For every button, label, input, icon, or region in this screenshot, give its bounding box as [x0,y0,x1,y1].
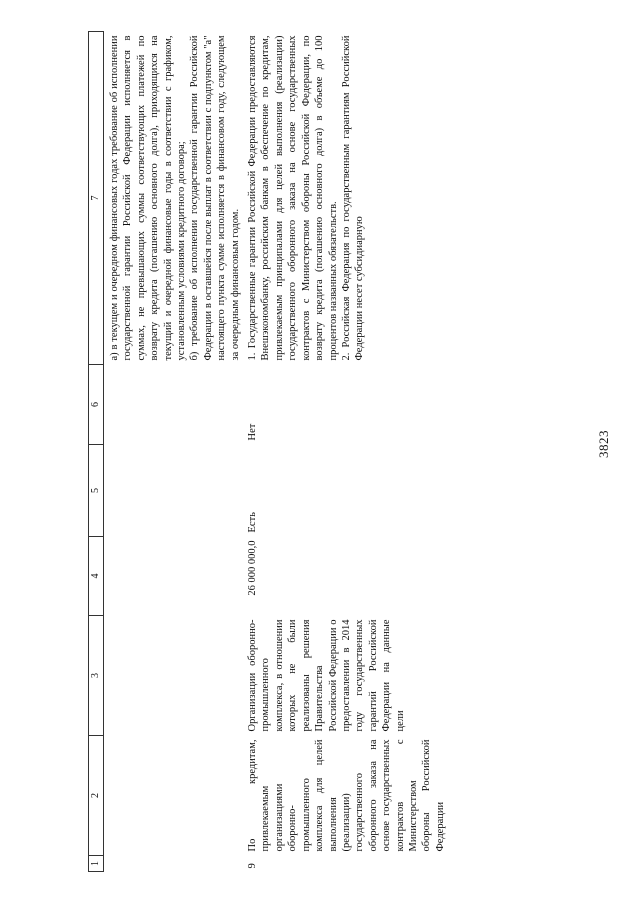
column-header-row [89,32,104,872]
principal-cell: Организации оборонно-промышленного комплекса, в отношении которых не были реализованы решения Правительства Российской Федерации о предоставлении в 2014 году государственных гарантий Российской Федерации на данные цели [247,619,406,732]
column-header-5: 5 [89,445,104,537]
page-number: 3823 [596,430,611,458]
guarantee-table [88,31,447,872]
guarantee-purpose-cell: По кредитам, привлекаемым организациями оборонно-промышленного комплекса для целей выполнения (реализации) государственного оборонного заказа на основе государственных контрактов с Министерством обороны Российской Федерации [247,739,446,852]
table-row [104,32,243,872]
regress-cell: Есть [247,512,259,533]
column-header-1: 1 [89,856,104,872]
rotated-table-page [88,32,574,872]
amount-cell: 26 000 000,0 [247,540,259,596]
column-header-3: 3 [89,616,104,736]
column-header-6: 6 [89,365,104,445]
terms-paragraph-b: б) требование об исполнении государственной гарантии Российской Федерации в оставшейся после выплат в соответствии с подпунктом "а" настоящего пункта сумме исполняется в финансовом году, следующем за очередным финансовым годом. [189,35,241,361]
column-header-4: 4 [89,537,104,616]
terms-paragraph-2: 2. Российская Федерация по государственным гарантиям Российской Федерации несет субсидиарную [340,35,366,361]
column-header-7: 7 [89,32,104,365]
table-row [242,32,447,872]
terms-cell-continued [104,32,243,365]
terms-cell [242,32,447,365]
row-number: 9 [247,863,259,869]
check-cell: Нет [247,423,259,441]
terms-paragraph-1: 1. Государственные гарантии Российской Федерации предоставляются Внешэкономбанку, российским банкам в обеспечение по кредитам, привлекаемым принципалами для целей выполнения (реализации) государственного оборонного заказа на основе государственных контрактов с Министерством обороны Российской Федерации, по возврату кредита (погашению основного долга) в объеме до 100 процентов названных обязательств. [247,35,339,361]
column-header-2: 2 [89,736,104,856]
terms-paragraph-a: а) в текущем и очередном финансовых годах требование об исполнении государственной гарантии Российской Федерации исполняется в суммах, не превышающих суммы соответствующих платежей по возврату кредита (погашению основного долга), приходящихся на текущий и очередной финансовые годы в соответствии с графиком, установленным условиями кредитного договора; [109,35,188,361]
